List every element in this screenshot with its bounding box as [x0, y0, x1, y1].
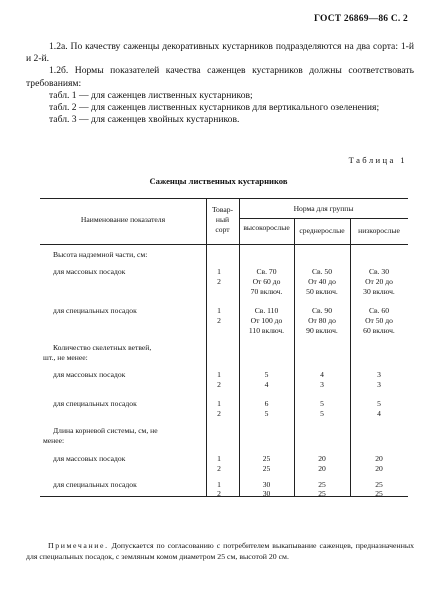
table-note: [26, 541, 414, 563]
column-header-group: Норма для группы: [293, 204, 354, 213]
value-cell: 50 включ.: [306, 287, 338, 296]
grade-cell: 2: [217, 380, 221, 389]
value-cell: 3: [377, 370, 381, 379]
grade-cell: 2: [217, 316, 221, 325]
value-cell: 5: [264, 370, 269, 379]
value-cell: 5: [377, 399, 381, 408]
grade-cell: 2: [217, 489, 221, 498]
grade-cell: 1: [217, 480, 221, 489]
value-cell: 70 включ.: [250, 287, 283, 296]
value-cell: 3: [320, 380, 324, 389]
column-header-mid: среднерослые: [299, 226, 345, 235]
grade-cell: 1: [217, 267, 221, 276]
value-cell: Св. 50: [311, 267, 333, 276]
value-cell: 30: [262, 489, 271, 498]
value-cell: 20: [318, 464, 326, 473]
column-header-high: высокорослые: [243, 223, 290, 232]
value-cell: Св. 70: [256, 267, 277, 276]
value-cell: От 40 до: [308, 277, 336, 286]
grade-cell: 1: [217, 306, 221, 315]
value-cell: 5: [320, 399, 324, 408]
row-label: для массовых посадок: [53, 267, 126, 276]
column-header-grade-2: ный: [215, 215, 230, 224]
section-title: Количество скелетных ветвей,: [53, 343, 152, 352]
value-cell: 20: [375, 464, 383, 473]
column-header-low: низкорослые: [358, 226, 400, 235]
value-cell: От 50 до: [365, 316, 393, 325]
grade-cell: 1: [217, 454, 221, 463]
grade-cell: 1: [217, 399, 221, 408]
value-cell: Св. 110: [254, 306, 279, 315]
section-title: шт., не менее:: [43, 353, 88, 362]
row-label: для массовых посадок: [53, 370, 126, 379]
value-cell: 25: [375, 489, 383, 498]
note-text: Допускается по согласованию с потребителем выкапывание саженцев, предназначенных для специальных посадок, с земляным комом диаметром 25 см, высотой 20 см.: [26, 541, 415, 561]
column-header-indicator: Наименование показателя: [80, 215, 166, 224]
table-ref-2: табл. 2 — для саженцев лиственных кустарников для вертикального озеленения;: [49, 102, 380, 114]
value-cell: 60 включ.: [363, 326, 395, 335]
value-cell: Св. 90: [311, 306, 333, 315]
row-label: для специальных посадок: [53, 306, 137, 315]
value-cell: 25: [318, 480, 326, 489]
intro-text: [26, 41, 414, 126]
value-cell: 4: [264, 380, 269, 389]
value-cell: От 100 до: [250, 316, 283, 325]
value-cell: 25: [262, 464, 271, 473]
table-ref-1: табл. 1 — для саженцев лиственных кустарников;: [49, 89, 253, 101]
section-title: менее:: [43, 436, 65, 445]
value-cell: От 80 до: [308, 316, 336, 325]
value-cell: От 60 до: [252, 277, 281, 286]
value-cell: 25: [375, 480, 383, 489]
value-cell: 5: [264, 409, 269, 418]
section-title: Высота надземной части, см:: [53, 250, 148, 259]
table-title: Саженцы лиственных кустарников: [149, 176, 288, 186]
quality-table: [40, 198, 408, 496]
value-cell: 30 включ.: [363, 287, 395, 296]
value-cell: 30: [262, 480, 271, 489]
grade-cell: 1: [217, 370, 221, 379]
table-number: Таблица 1: [348, 155, 407, 165]
column-header-grade-3: сорт: [215, 225, 230, 234]
table-ref-3: табл. 3 — для саженцев хвойных кустарников.: [49, 114, 240, 126]
value-cell: 6: [264, 399, 269, 408]
value-cell: Св. 60: [368, 306, 390, 315]
grade-cell: 2: [217, 464, 221, 473]
grade-cell: 2: [217, 277, 221, 286]
value-cell: 20: [318, 454, 326, 463]
value-cell: 4: [377, 409, 381, 418]
page-header: ГОСТ 26869—86 С. 2: [314, 14, 408, 24]
value-cell: 110 включ.: [248, 326, 285, 335]
row-label: для специальных посадок: [53, 480, 137, 489]
value-cell: Св. 30: [368, 267, 390, 276]
value-cell: 20: [375, 454, 383, 463]
value-cell: От 20 до: [365, 277, 393, 286]
value-cell: 5: [320, 409, 324, 418]
section-title: Длина корневой системы, см, не: [53, 426, 158, 435]
value-cell: 25: [262, 454, 271, 463]
value-cell: 90 включ.: [306, 326, 338, 335]
value-cell: 3: [377, 380, 381, 389]
paragraph-1-2b: 1.2б. Нормы показателей качества саженцев кустарников должны соответствовать требованиям:: [26, 65, 414, 89]
column-header-grade-1: Товар-: [211, 205, 234, 214]
row-label: для массовых посадок: [53, 454, 126, 463]
grade-cell: 2: [217, 409, 221, 418]
note-lead: Примечание.: [48, 541, 109, 550]
row-label: для специальных посадок: [53, 399, 137, 408]
value-cell: 4: [320, 370, 324, 379]
paragraph-1-2a: 1.2а. По качеству саженцы декоративных кустарников подразделяются на два сорта: 1-й и 2-й.: [26, 41, 414, 65]
value-cell: 25: [318, 489, 326, 498]
